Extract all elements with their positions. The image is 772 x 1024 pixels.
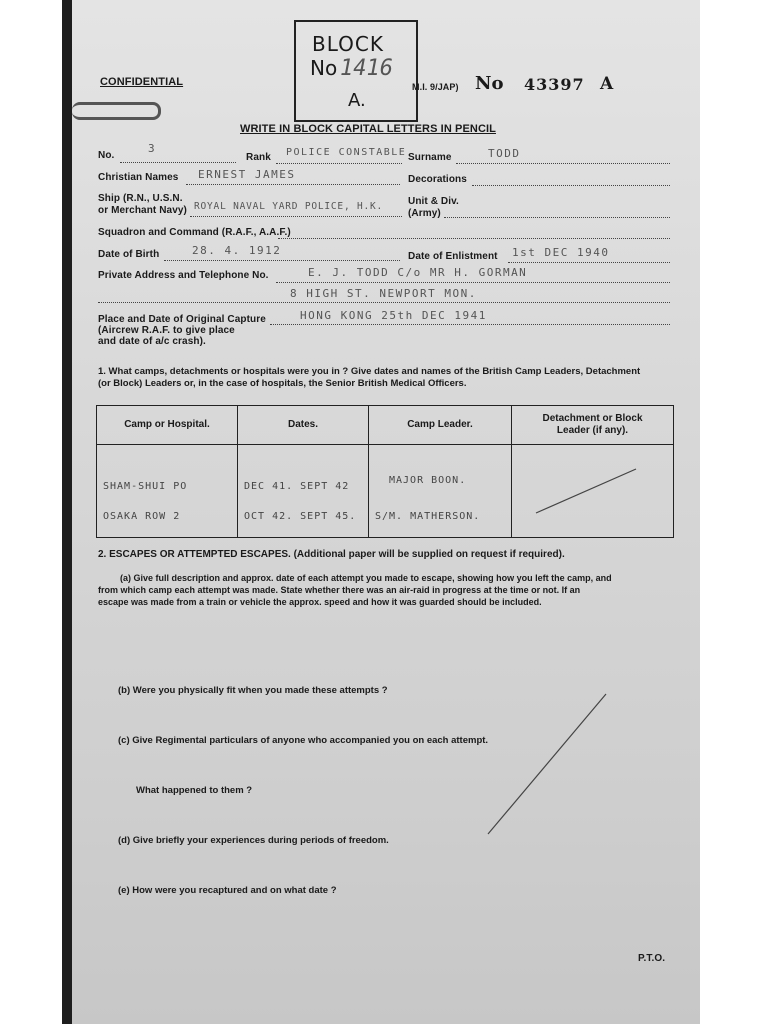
cell-leaders xyxy=(369,445,512,538)
cell-dates xyxy=(238,445,369,538)
enlistment-value: 1st DEC 1940 xyxy=(512,246,610,259)
surname-value: TODD xyxy=(488,147,521,160)
dob-label: Date of Birth xyxy=(98,249,160,260)
capture-label-line1: Place and Date of Original Capture xyxy=(98,314,266,325)
capture-value: HONG KONG 25th DEC 1941 xyxy=(300,309,487,322)
binding-string xyxy=(72,102,161,120)
col-detachment-header: Detachment or Block Leader (if any). xyxy=(512,406,674,445)
section2-c-what-happened: What happened to them ? xyxy=(136,785,253,796)
pto-label: P.T.O. xyxy=(638,953,666,964)
stamp-block-text: BLOCK xyxy=(312,32,384,56)
cell-detachment xyxy=(512,445,674,538)
stamp-no-text: No xyxy=(310,56,338,80)
capture-label-line3: and date of a/c crash). xyxy=(98,336,206,347)
section2-b: (b) Were you physically fit when you made these attempts ? xyxy=(118,685,388,696)
address-label: Private Address and Telephone No. xyxy=(98,270,269,281)
section2-e: (e) How were you recaptured and on what date ? xyxy=(118,885,337,896)
section2-a-line2: from which camp each attempt was made. State whether there was an air-raid in progress at the time or not. If an xyxy=(98,585,581,595)
address-value-line2: 8 HIGH ST. NEWPORT MON. xyxy=(290,287,477,300)
dates-row1: DEC 41. SEPT 42 xyxy=(244,481,350,492)
enlistment-label: Date of Enlistment xyxy=(408,251,498,262)
camps-table-body xyxy=(97,445,674,538)
stamp-handwritten-number: 1416 xyxy=(340,56,393,81)
capture-label-line2: (Aircrew R.A.F. to give place xyxy=(98,325,235,336)
squadron-label: Squadron and Command (R.A.F., A.A.F.) xyxy=(98,227,291,238)
col-leader-header: Camp Leader. xyxy=(369,406,512,445)
col-dates-header: Dates. xyxy=(238,406,369,445)
leader-row2: S/M. MATHERSON. xyxy=(375,511,481,522)
unit-label-line2: (Army) xyxy=(408,208,441,219)
block-stamp xyxy=(294,20,418,122)
serial-number: 43397 xyxy=(524,75,585,94)
section1-question-line1: 1. What camps, detachments or hospitals were you in ? Give dates and names of the British Camp Leaders, Detachment xyxy=(98,366,641,377)
surname-label: Surname xyxy=(408,152,452,163)
detachment-strike-line xyxy=(532,463,642,519)
camp-row1: SHAM-SHUI PO xyxy=(103,481,188,492)
dates-row2: OCT 42. SEPT 45. xyxy=(244,511,357,522)
christian-names-value: ERNEST JAMES xyxy=(198,168,296,181)
serial-suffix: A xyxy=(600,74,614,94)
rank-value: POLICE CONSTABLE xyxy=(286,147,407,158)
camp-row2: OSAKA ROW 2 xyxy=(103,511,181,522)
camps-table-header xyxy=(97,406,674,445)
ship-value: ROYAL NAVAL YARD POLICE, H.K. xyxy=(194,201,384,212)
form-reference: M.I. 9/JAP) xyxy=(412,82,459,92)
section2-strike-line xyxy=(472,690,612,840)
stamp-letter: A. xyxy=(348,90,366,111)
section1-question-line2: (or Block) Leaders or, in the case of hospitals, the Senior British Medical Officers. xyxy=(98,378,467,389)
confidential-label: CONFIDENTIAL xyxy=(100,76,184,88)
section2-heading: 2. ESCAPES OR ATTEMPTED ESCAPES. (Additional paper will be supplied on request if required). xyxy=(98,549,565,560)
col-camp-header: Camp or Hospital. xyxy=(97,406,238,445)
cell-camps xyxy=(97,445,238,538)
section2-a-line3: escape was made from a train or vehicle the approx. speed and how it was guarded should be included. xyxy=(98,597,542,607)
ship-label-line1: Ship (R.N., U.S.N. xyxy=(98,193,183,204)
form-page xyxy=(72,0,700,1024)
decorations-label: Decorations xyxy=(408,174,467,185)
address-value-line1: E. J. TODD C/o MR H. GORMAN xyxy=(308,266,528,279)
no-value: 3 xyxy=(148,142,157,155)
section2-d: (d) Give briefly your experiences during periods of freedom. xyxy=(118,835,389,846)
christian-names-label: Christian Names xyxy=(98,172,179,183)
unit-label-line1: Unit & Div. xyxy=(408,196,459,207)
camps-table xyxy=(96,405,674,538)
dob-value: 28. 4. 1912 xyxy=(192,244,282,257)
section2-a-line1: (a) Give full description and approx. date of each attempt you made to escape, showing how you left the camp, and xyxy=(120,573,612,583)
leader-row1: MAJOR BOON. xyxy=(389,475,467,486)
section2-c: (c) Give Regimental particulars of anyone who accompanied you on each attempt. xyxy=(118,735,489,746)
rank-label: Rank xyxy=(246,152,271,163)
serial-no-label: No xyxy=(475,73,504,94)
form-instruction: WRITE IN BLOCK CAPITAL LETTERS IN PENCIL xyxy=(240,123,496,135)
no-label: No. xyxy=(98,150,115,161)
ship-label-line2: or Merchant Navy) xyxy=(98,205,187,216)
